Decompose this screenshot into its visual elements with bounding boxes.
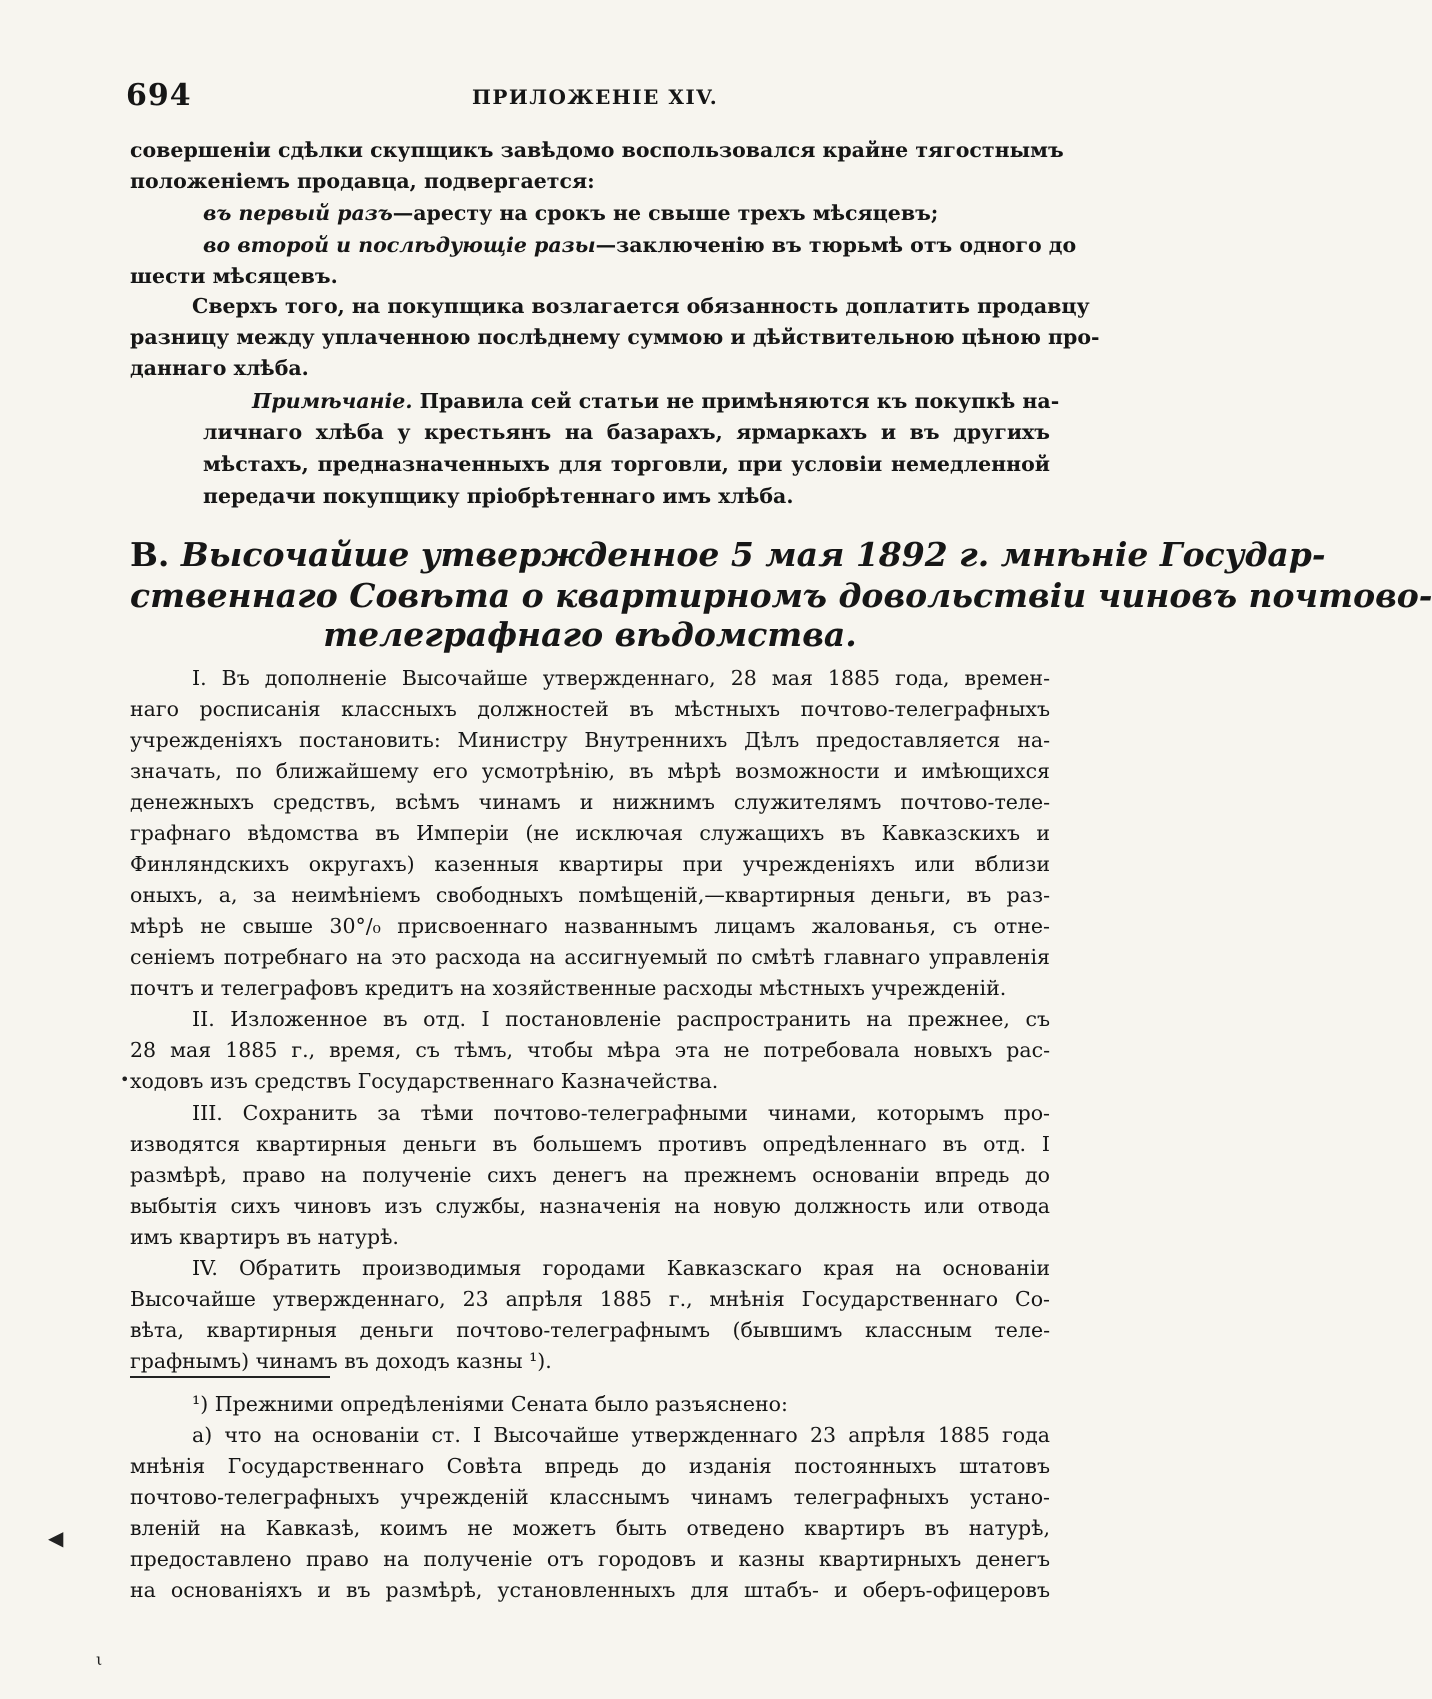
footnote-line: вленій на Кавказѣ, коимъ не можетъ быть отведено квартиръ въ натурѣ, <box>130 1516 1050 1540</box>
item-iii-line: III. Сохранить за тѣми почтово-телеграфными чинами, которымъ про- <box>192 1101 1050 1125</box>
item-i-line: I. Въ дополненіе Высочайше утвержденнаго, 28 мая 1885 года, времен- <box>192 666 1050 690</box>
footnote-separator <box>130 1376 330 1378</box>
item-iv-line: графнымъ) чинамъ въ доходъ казны ¹). <box>130 1349 552 1373</box>
footnote-line: а) что на основаніи ст. I Высочайше утвержденнаго 23 апрѣля 1885 года <box>192 1423 1050 1447</box>
item-iii-line: имъ квартиръ въ натурѣ. <box>130 1225 399 1249</box>
item-i-line: денежныхъ средствъ, всѣмъ чинамъ и нижнимъ служителямъ почтово-теле- <box>130 790 1050 814</box>
item-ii-line: ходовъ изъ средствъ Государственнаго Казначейства. <box>130 1069 719 1093</box>
section-heading-line <box>130 535 1326 574</box>
item-iv-line: вѣта, квартирныя деньги почтово-телеграфнымъ (бывшимъ классным телe- <box>130 1318 1050 1342</box>
note-line: мѣстахъ, предназначенныхъ для торговли, при условіи немедленной <box>203 452 1050 476</box>
footnote-intro: ¹) Прежними опредѣленіями Сената было разъяснено: <box>192 1392 788 1416</box>
scan-dot-mark: • <box>120 1070 130 1089</box>
scan-arrow-mark: ◀ <box>48 1526 64 1550</box>
item-i-line: учрежденіяхъ постановить: Министру Внутреннихъ Дѣлъ предоставляется на- <box>130 728 1050 752</box>
paragraph-line: разницу между уплаченною послѣднему суммою и дѣйствительною цѣною про- <box>130 325 1100 349</box>
section-heading-text: Высочайше утвержденное 5 мая 1892 г. мнѣніе Государ- <box>169 535 1326 574</box>
running-header <box>0 0 1140 120</box>
intro-line: положеніемъ продавца, подвергается: <box>130 169 595 193</box>
penalty-first <box>203 199 1050 227</box>
item-i-line: значать, по ближайшему его усмотрѣнію, въ мѣрѣ возможности и имѣющихся <box>130 759 1050 783</box>
footnote-line: почтово-телеграфныхъ учрежденій класснымъ чинамъ телеграфныхъ устано- <box>130 1485 1050 1509</box>
item-iv-line: IV. Обратить производимыя городами Кавказскаго края на основаніи <box>192 1256 1050 1280</box>
item-ii-line: 28 мая 1885 г., время, съ тѣмъ, чтобы мѣра эта не потребовала новыхъ рас- <box>130 1038 1050 1062</box>
intro-line: шести мѣсяцевъ. <box>130 264 338 288</box>
note-line: передачи покупщику пріобрѣтеннаго имъ хлѣба. <box>203 484 794 508</box>
item-iii-line: размѣрѣ, право на полученіе сихъ денегъ на прежнемъ основаніи впредь до <box>130 1163 1050 1187</box>
item-i-line: мѣрѣ не свыше 30°/₀ присвоеннаго названнымъ лицамъ жалованья, съ отне- <box>130 914 1050 938</box>
item-i-line: Финляндскихъ округахъ) казенныя квартиры при учрежденіяхъ или вблизи <box>130 852 1050 876</box>
item-ii-line: II. Изложенное въ отд. I постановленіе распространить на прежнее, съ <box>192 1007 1050 1031</box>
paragraph-line: даннаго хлѣба. <box>130 356 309 380</box>
intro-line: совершеніи сдѣлки скупщикъ завѣдомо воспользовался крайне тягостнымъ <box>130 138 1064 162</box>
note-text: Правила сей статьи не примѣняются къ покупкѣ на- <box>412 389 1060 413</box>
footnote-line: мнѣнія Государственнаго Совѣта впредь до изданія постоянныхъ штатовъ <box>130 1454 1050 1478</box>
note-line: личнаго хлѣба у крестьянъ на базарахъ, ярмаркахъ и въ другихъ <box>203 420 1050 444</box>
item-i-line: оныхъ, а, за неимѣніемъ свободныхъ помѣщеній,—квартирныя деньги, въ раз- <box>130 883 1050 907</box>
section-heading-line: ственнаго Совѣта о квартирномъ довольствіи чиновъ почтово- <box>130 576 1432 615</box>
penalty-first-label: въ первый разъ <box>203 201 393 225</box>
penalty-second-text: —заключенію въ тюрьмѣ отъ одного до <box>595 233 1077 257</box>
item-iv-line: Высочайше утвержденнаго, 23 апрѣля 1885 г., мнѣнія Государственнаго Со- <box>130 1287 1050 1311</box>
page-number: 694 <box>126 78 192 113</box>
item-i-line: сеніемъ потребнаго на это расхода на ассигнуемый по смѣтѣ главнаго управленія <box>130 945 1050 969</box>
scan-tick-mark: ι <box>96 1650 103 1669</box>
item-i-line: графнаго вѣдомства въ Имперіи (не исключая служащихъ въ Кавказскихъ и <box>130 821 1050 845</box>
item-i-line: почтъ и телеграфовъ кредитъ на хозяйственные расходы мѣстныхъ учрежденій. <box>130 976 1007 1000</box>
item-iii-line: выбытія сихъ чиновъ изъ службы, назначенія на новую должность или отвода <box>130 1194 1050 1218</box>
footnote-line: предоставлено право на полученіе отъ городовъ и казны квартирныхъ денегъ <box>130 1547 1050 1571</box>
note-label: Примѣчаніе. <box>252 389 413 413</box>
item-iii-line: изводятся квартирныя деньги въ большемъ противъ опредѣленнаго въ отд. I <box>130 1132 1050 1156</box>
paragraph-line: Сверхъ того, на покупщика возлагается обязанность доплатить продавцу <box>192 294 1090 318</box>
section-letter: В. <box>130 535 170 574</box>
penalty-second-label: во второй и послѣдующіе разы <box>203 233 596 257</box>
penalty-first-text: —аресту на срокъ не свыше трехъ мѣсяцевъ; <box>392 201 939 225</box>
item-i-line: наго росписанія классныхъ должностей въ мѣстныхъ почтово-телеграфныхъ <box>130 697 1050 721</box>
section-heading-line: телеграфнаго вѣдомства. <box>323 615 857 654</box>
footnote-line: на основаніяхъ и въ размѣрѣ, установленныхъ для штабъ- и оберъ-офицеровъ <box>130 1578 1050 1602</box>
penalty-second <box>203 231 1077 259</box>
running-title: ПРИЛОЖЕНІЕ XIV. <box>472 85 719 109</box>
note-line <box>252 387 1060 415</box>
